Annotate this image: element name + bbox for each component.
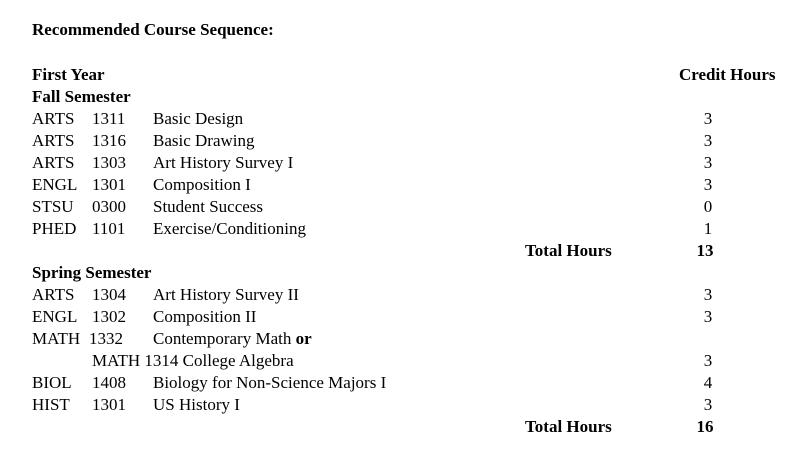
course-row <box>0 372 800 393</box>
course-name: Composition I <box>153 175 251 194</box>
course-hours: 3 <box>703 351 713 370</box>
course-name: Basic Drawing <box>153 131 255 150</box>
course-row <box>0 174 800 195</box>
course-dept: ARTS <box>32 109 75 128</box>
total-row <box>0 416 800 437</box>
course-row <box>0 394 800 415</box>
course-number: 1303 <box>92 153 126 172</box>
course-dept: ARTS <box>32 285 75 304</box>
course-number: 1332 <box>89 329 123 348</box>
course-name: Art History Survey II <box>153 285 299 304</box>
course-dept: PHED <box>32 219 77 238</box>
total-hours-label: Total Hours <box>525 241 612 260</box>
course-hours: 1 <box>703 219 713 238</box>
course-number: 1311 <box>92 109 126 128</box>
course-number: 1316 <box>92 131 126 150</box>
course-hours: 4 <box>703 373 713 392</box>
course-number: 1101 <box>92 219 126 238</box>
course-name: Art History Survey I <box>153 153 294 172</box>
course-dept: ARTS <box>32 153 75 172</box>
credit-hours-header: Credit Hours <box>679 65 776 84</box>
course-name: Composition II <box>153 307 257 326</box>
course-hours: 3 <box>703 109 713 128</box>
course-name: Basic Design <box>153 109 244 128</box>
course-dept: ENGL <box>32 175 78 194</box>
course-row <box>0 152 800 173</box>
course-row-alternative <box>0 350 800 371</box>
course-dept: ARTS <box>32 131 75 150</box>
total-hours-value: 13 <box>696 241 714 260</box>
course-name: US History I <box>153 395 240 414</box>
course-hours: 3 <box>703 395 713 414</box>
fall-semester-heading: Fall Semester <box>32 87 131 106</box>
course-number: 1301 <box>92 175 126 194</box>
course-name <box>153 328 312 349</box>
course-hours: 3 <box>703 153 713 172</box>
course-name: Biology for Non-Science Majors I <box>153 373 387 392</box>
course-hours: 3 <box>703 285 713 304</box>
course-hours: 3 <box>703 131 713 150</box>
total-hours-label: Total Hours <box>525 417 612 436</box>
page-title: Recommended Course Sequence: <box>32 20 274 39</box>
course-name-text: Contemporary Math <box>153 329 292 348</box>
course-number: 1302 <box>92 307 126 326</box>
spring-semester-heading: Spring Semester <box>32 263 152 282</box>
course-dept: HIST <box>32 395 70 414</box>
course-row <box>0 306 800 327</box>
total-row <box>0 240 800 261</box>
course-hours: 3 <box>703 307 713 326</box>
course-row <box>0 218 800 239</box>
course-name: Exercise/Conditioning <box>153 219 306 238</box>
course-number: 0300 <box>92 197 126 216</box>
or-conjunction: or <box>295 329 312 348</box>
course-row <box>0 130 800 151</box>
course-number: 1301 <box>92 395 126 414</box>
course-number: 1408 <box>92 373 126 392</box>
course-hours: 0 <box>703 197 713 216</box>
course-row <box>0 108 800 129</box>
course-name: Student Success <box>153 197 264 216</box>
course-dept: ENGL <box>32 307 78 326</box>
course-row <box>0 284 800 305</box>
course-alternative: MATH 1314 College Algebra <box>92 351 294 370</box>
course-row <box>0 196 800 217</box>
course-hours: 3 <box>703 175 713 194</box>
course-row <box>0 328 800 349</box>
course-dept: STSU <box>32 197 74 216</box>
year-heading: First Year <box>32 65 105 84</box>
course-number: 1304 <box>92 285 126 304</box>
course-dept: MATH <box>32 329 81 348</box>
total-hours-value: 16 <box>696 417 714 436</box>
course-dept: BIOL <box>32 373 72 392</box>
